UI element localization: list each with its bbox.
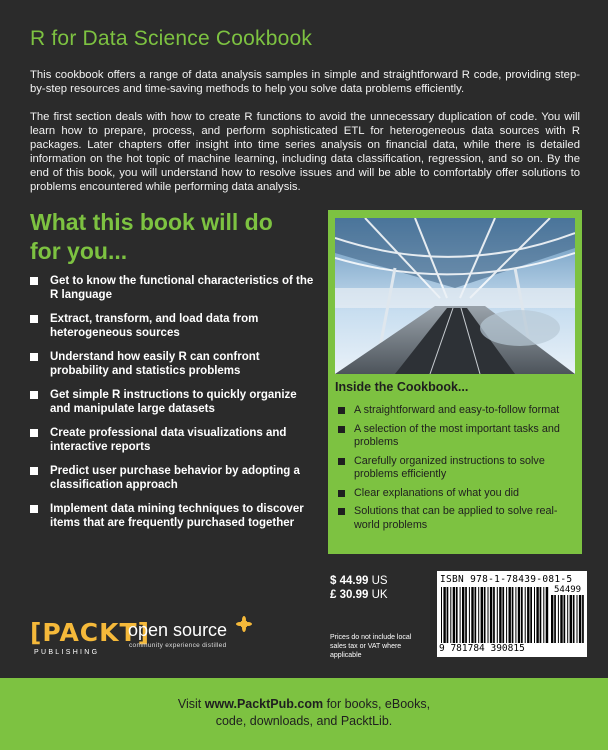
square-bullet-icon <box>30 315 38 323</box>
intro-paragraph-2: The first section deals with how to create R functions to avoid the unnecessary duplication of code. You will learn how to prepare, process, and perform sophisticated ETL for heterogeneous data sources with R packages. Later chapters offer insight into time series analysis on financial data, while there is detailed information on the hot topic of machine learning, including data classification, regression, and so on. By the end of this book, you will understand how to resolve issues and will be able to comfortably offer solutions to problems encountered while performing data analysis. <box>30 111 580 193</box>
square-bullet-icon <box>30 353 38 361</box>
barcode-bars-addon <box>551 595 584 643</box>
book-title: R for Data Science Cookbook <box>30 27 313 50</box>
price-us: $ 44.99 US <box>330 575 388 587</box>
list-item: Get to know the functional characteristics of the R language <box>30 274 320 302</box>
list-item: Implement data mining techniques to discover items that are frequently purchased together <box>30 502 320 530</box>
list-item: Clear explanations of what you did <box>338 487 574 501</box>
inside-cookbook-list <box>338 404 574 537</box>
list-item: Understand how easily R can confront probability and statistics problems <box>30 350 320 378</box>
cover-photo-walkway <box>335 218 575 374</box>
packt-open-source-logo <box>30 618 280 668</box>
square-bullet-icon <box>30 505 38 513</box>
open-source-tagline: community experience distilled <box>129 642 227 649</box>
list-item: Extract, transform, and load data from heterogeneous sources <box>30 312 320 340</box>
list-item: A straightforward and easy-to-follow format <box>338 404 574 418</box>
square-bullet-icon <box>30 429 38 437</box>
square-bullet-icon <box>338 407 345 414</box>
isbn-number: ISBN 978-1-78439-081-5 <box>440 574 573 585</box>
inside-cookbook-heading: Inside the Cookbook... <box>335 380 469 394</box>
price-uk: £ 30.99 UK <box>330 589 388 601</box>
footer-text: Visit www.PacktPub.com for books, eBooks, code, downloads, and PacktLib. <box>177 697 431 728</box>
walkway-illustration <box>335 218 575 374</box>
ean-number: 9 781784 390815 <box>439 643 525 654</box>
what-this-book-heading: What this book will do for you... <box>30 209 273 264</box>
square-bullet-icon <box>338 426 345 433</box>
barcode-bars-main <box>441 587 549 643</box>
square-bullet-icon <box>30 277 38 285</box>
inside-cookbook-panel <box>328 210 582 554</box>
footer-bar <box>0 678 608 750</box>
intro-paragraph-1: This cookbook offers a range of data analysis samples in simple and straightforward R code, providing step-by-step resources and time-saving methods to help you solve data problems efficiently. <box>30 69 580 95</box>
asterisk-star-icon <box>236 616 252 632</box>
open-source-text: open source <box>128 620 228 640</box>
barcode-addon-number: 54499 <box>554 585 582 595</box>
feature-list <box>30 274 320 540</box>
isbn-barcode <box>437 571 587 657</box>
square-bullet-icon <box>338 490 345 497</box>
square-bullet-icon <box>338 508 345 515</box>
list-item: Get simple R instructions to quickly organize and manipulate large datasets <box>30 388 320 416</box>
price-note: Prices do not include local sales tax or VAT where applicable <box>330 634 412 659</box>
intro-section <box>30 68 580 208</box>
packtpub-link[interactable]: www.PacktPub.com <box>204 697 324 711</box>
square-bullet-icon <box>30 467 38 475</box>
list-item: Solutions that can be applied to solve real-world problems <box>338 505 574 532</box>
price-block <box>330 574 388 602</box>
list-item: A selection of the most important tasks and problems <box>338 423 574 450</box>
square-bullet-icon <box>338 458 345 465</box>
list-item: Predict user purchase behavior by adopting a classification approach <box>30 464 320 492</box>
publishing-text: PUBLISHING <box>34 649 100 656</box>
square-bullet-icon <box>30 391 38 399</box>
list-item: Carefully organized instructions to solve problems efficiently <box>338 455 574 482</box>
list-item: Create professional data visualizations and interactive reports <box>30 426 320 454</box>
packt-logo-text: [PACKT] <box>30 618 151 647</box>
